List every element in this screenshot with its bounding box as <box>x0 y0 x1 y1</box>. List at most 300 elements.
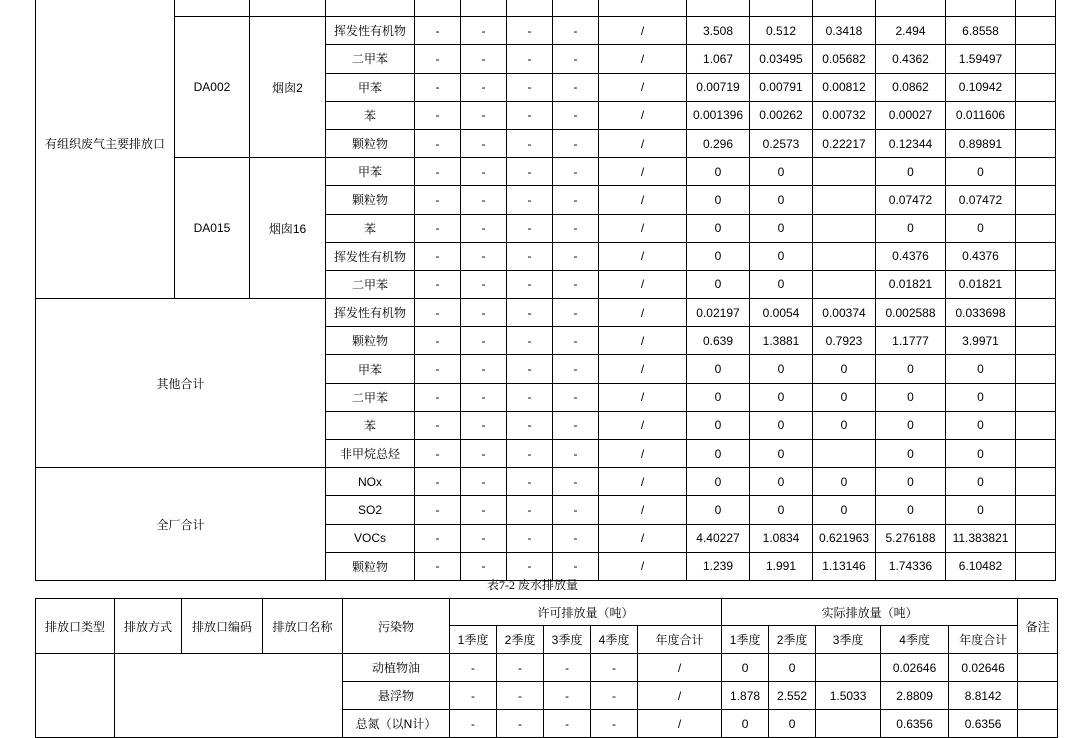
actual-cell: 0 <box>876 158 946 186</box>
pollutant-cell: 颗粒物 <box>326 552 415 580</box>
actual-cell: 0 <box>750 383 813 411</box>
remark-cell <box>1016 73 1056 101</box>
permit-cell: - <box>461 552 507 580</box>
actual-cell: 6.8558 <box>946 17 1016 45</box>
remark-cell <box>1016 270 1056 298</box>
actual-cell: 0 <box>687 355 750 383</box>
actual-cell: 0.3418 <box>813 17 876 45</box>
header-actual-annual: 年度合计 <box>949 626 1018 654</box>
permit-cell: - <box>553 101 599 129</box>
actual-cell: 0.22217 <box>813 129 876 157</box>
permit-cell: - <box>507 411 553 439</box>
actual-cell: 0.12344 <box>876 129 946 157</box>
permit-cell: - <box>507 17 553 45</box>
permit-cell: / <box>599 214 687 242</box>
remark-cell <box>1016 299 1056 327</box>
actual-cell: 0.4376 <box>876 242 946 270</box>
method-cell <box>115 654 343 738</box>
actual-cell: 0 <box>750 214 813 242</box>
actual-cell: 1.13146 <box>813 552 876 580</box>
permit-cell: - <box>507 496 553 524</box>
permit-cell: - <box>553 214 599 242</box>
permit-cell: / <box>599 242 687 270</box>
actual-cell: 3.508 <box>687 17 750 45</box>
permit-cell: / <box>599 129 687 157</box>
permit-cell: - <box>461 327 507 355</box>
table-row <box>36 17 1056 45</box>
permit-cell: - <box>553 270 599 298</box>
actual-cell: 0.01821 <box>946 270 1016 298</box>
permit-cell: - <box>461 214 507 242</box>
actual-cell <box>813 186 876 214</box>
actual-cell: 0.001396 <box>687 101 750 129</box>
actual-cell: 0 <box>750 411 813 439</box>
actual-cell: 0.6356 <box>881 710 949 738</box>
actual-cell: 1.0834 <box>750 524 813 552</box>
permit-cell: - <box>461 101 507 129</box>
permit-cell: / <box>599 496 687 524</box>
permit-cell: - <box>507 552 553 580</box>
header-actual-group: 实际排放量（吨） <box>722 599 1018 626</box>
actual-cell: 6.10482 <box>946 552 1016 580</box>
actual-cell: 0 <box>876 411 946 439</box>
actual-cell: 0 <box>750 186 813 214</box>
permit-cell: - <box>415 101 461 129</box>
permit-cell: - <box>553 355 599 383</box>
remark-cell <box>1018 710 1058 738</box>
actual-cell: 0 <box>750 468 813 496</box>
permit-cell: - <box>461 496 507 524</box>
actual-cell: 0 <box>722 710 769 738</box>
actual-cell: 0.10942 <box>946 73 1016 101</box>
permit-cell: - <box>497 682 544 710</box>
actual-cell: 0 <box>687 186 750 214</box>
actual-cell: 0.00262 <box>750 101 813 129</box>
permit-cell: / <box>599 411 687 439</box>
actual-cell: 0 <box>750 496 813 524</box>
permit-cell: - <box>553 411 599 439</box>
actual-cell: 0 <box>813 411 876 439</box>
remark-cell <box>1016 355 1056 383</box>
permit-cell: - <box>553 327 599 355</box>
pollutant-cell: 动植物油 <box>343 654 450 682</box>
actual-cell: 0 <box>946 355 1016 383</box>
actual-cell: 1.59497 <box>946 45 1016 73</box>
permit-cell: / <box>599 158 687 186</box>
pollutant-cell: 悬浮物 <box>343 682 450 710</box>
remark-cell <box>1018 682 1058 710</box>
permit-cell: - <box>507 129 553 157</box>
header-permit-q1: 1季度 <box>450 626 497 654</box>
permit-cell: - <box>450 682 497 710</box>
actual-cell: 11.383821 <box>946 524 1016 552</box>
actual-cell: 0 <box>876 214 946 242</box>
pollutant-cell: 苯 <box>326 101 415 129</box>
actual-cell: 0.00719 <box>687 73 750 101</box>
permit-cell: - <box>507 299 553 327</box>
permit-cell: - <box>553 496 599 524</box>
remark-cell <box>1016 524 1056 552</box>
header-permit-group: 许可排放量（吨） <box>450 599 722 626</box>
header-remark: 备注 <box>1018 599 1058 654</box>
permit-cell: - <box>461 45 507 73</box>
permit-cell: - <box>461 186 507 214</box>
remark-cell <box>1016 440 1056 468</box>
actual-cell: 8.8142 <box>949 682 1018 710</box>
permit-cell: - <box>415 383 461 411</box>
permit-cell: - <box>553 129 599 157</box>
actual-cell: 0.0862 <box>876 73 946 101</box>
permit-cell <box>599 0 687 17</box>
header-outlet-type: 排放口类型 <box>36 599 115 654</box>
permit-cell: - <box>507 440 553 468</box>
actual-cell: 0 <box>946 158 1016 186</box>
permit-cell: - <box>507 355 553 383</box>
permit-cell: - <box>591 710 638 738</box>
header-pollutant: 污染物 <box>343 599 450 654</box>
pollutant-cell: 挥发性有机物 <box>326 17 415 45</box>
actual-cell: 0.02646 <box>949 654 1018 682</box>
actual-cell: 0.05682 <box>813 45 876 73</box>
outlet-name-cell: 烟囱16 <box>250 158 326 299</box>
actual-cell: 0.7923 <box>813 327 876 355</box>
permit-cell: - <box>415 524 461 552</box>
actual-cell <box>946 0 1016 17</box>
actual-cell: 0 <box>687 468 750 496</box>
actual-cell: 0 <box>722 654 769 682</box>
pollutant-cell: 甲苯 <box>326 73 415 101</box>
remark-cell <box>1016 129 1056 157</box>
permit-cell: / <box>638 654 722 682</box>
actual-cell: 1.1777 <box>876 327 946 355</box>
wastewater-emission-table <box>35 598 1058 738</box>
actual-cell: 0 <box>813 496 876 524</box>
actual-cell: 1.74336 <box>876 552 946 580</box>
permit-cell: - <box>461 524 507 552</box>
actual-cell: 0 <box>687 214 750 242</box>
header-permit-q3: 3季度 <box>544 626 591 654</box>
actual-cell: 0.4376 <box>946 242 1016 270</box>
actual-cell: 1.878 <box>722 682 769 710</box>
actual-cell: 0.00812 <box>813 73 876 101</box>
remark-cell <box>1016 186 1056 214</box>
outlet-name-cell <box>250 0 326 17</box>
pollutant-cell: 二甲苯 <box>326 45 415 73</box>
permit-cell: - <box>461 158 507 186</box>
actual-cell: 0.4362 <box>876 45 946 73</box>
pollutant-cell: 颗粒物 <box>326 186 415 214</box>
actual-cell: 0.0054 <box>750 299 813 327</box>
permit-cell: - <box>507 270 553 298</box>
permit-cell: - <box>415 496 461 524</box>
outlet-name-cell: 烟囱2 <box>250 17 326 158</box>
outlet-code-cell: DA002 <box>175 17 250 158</box>
actual-cell: 0.639 <box>687 327 750 355</box>
permit-cell: / <box>599 327 687 355</box>
permit-cell: - <box>497 654 544 682</box>
actual-cell: 0.02197 <box>687 299 750 327</box>
pollutant-cell: 颗粒物 <box>326 129 415 157</box>
permit-cell: / <box>599 186 687 214</box>
actual-cell <box>750 0 813 17</box>
actual-cell: 0 <box>946 440 1016 468</box>
permit-cell: / <box>638 710 722 738</box>
permit-cell: - <box>415 440 461 468</box>
pollutant-cell: 甲苯 <box>326 355 415 383</box>
actual-cell: 0 <box>876 355 946 383</box>
actual-cell: 0 <box>876 468 946 496</box>
actual-cell <box>813 440 876 468</box>
actual-cell: 0 <box>687 242 750 270</box>
actual-cell: 0.07472 <box>876 186 946 214</box>
permit-cell: - <box>461 73 507 101</box>
actual-cell: 0 <box>946 496 1016 524</box>
permit-cell: - <box>553 440 599 468</box>
remark-cell <box>1016 411 1056 439</box>
actual-cell: 0 <box>750 355 813 383</box>
actual-cell: 0 <box>813 468 876 496</box>
pollutant-cell: 挥发性有机物 <box>326 242 415 270</box>
permit-cell: - <box>415 186 461 214</box>
permit-cell: - <box>553 383 599 411</box>
permit-cell: - <box>507 468 553 496</box>
pollutant-cell: 苯 <box>326 411 415 439</box>
header-actual-q4: 4季度 <box>881 626 949 654</box>
actual-cell: 4.40227 <box>687 524 750 552</box>
actual-cell <box>813 0 876 17</box>
actual-cell: 0.011606 <box>946 101 1016 129</box>
permit-cell: - <box>553 552 599 580</box>
permit-cell: - <box>415 129 461 157</box>
permit-cell: - <box>461 355 507 383</box>
actual-cell: 0 <box>946 383 1016 411</box>
permit-cell: / <box>599 299 687 327</box>
remark-cell <box>1016 468 1056 496</box>
permit-cell: - <box>553 242 599 270</box>
header-actual-q1: 1季度 <box>722 626 769 654</box>
header-actual-q3: 3季度 <box>816 626 881 654</box>
pollutant-cell: 总氮（以N计） <box>343 710 450 738</box>
pollutant-cell: SO2 <box>326 496 415 524</box>
actual-cell <box>816 710 881 738</box>
permit-cell: / <box>599 440 687 468</box>
permit-cell: / <box>599 355 687 383</box>
header-permit-q4: 4季度 <box>591 626 638 654</box>
permit-cell: - <box>461 411 507 439</box>
permit-cell: - <box>553 186 599 214</box>
actual-cell <box>813 158 876 186</box>
actual-cell: 1.239 <box>687 552 750 580</box>
actual-cell: 0 <box>813 383 876 411</box>
remark-cell <box>1016 0 1056 17</box>
permit-cell: - <box>461 129 507 157</box>
actual-cell: 0 <box>769 654 816 682</box>
actual-cell: 0.03495 <box>750 45 813 73</box>
permit-cell: - <box>415 355 461 383</box>
actual-cell: 0 <box>750 158 813 186</box>
air-emission-table <box>35 0 1056 581</box>
permit-cell: - <box>415 214 461 242</box>
permit-cell: - <box>553 73 599 101</box>
permit-cell: - <box>415 411 461 439</box>
remark-cell <box>1016 17 1056 45</box>
table-row <box>36 299 1056 327</box>
actual-cell: 1.3881 <box>750 327 813 355</box>
permit-cell: / <box>638 682 722 710</box>
actual-cell: 0.6356 <box>949 710 1018 738</box>
permit-cell: / <box>599 17 687 45</box>
actual-cell: 0.296 <box>687 129 750 157</box>
actual-cell: 0 <box>876 496 946 524</box>
actual-cell: 0 <box>687 158 750 186</box>
permit-cell: - <box>461 440 507 468</box>
permit-cell: - <box>415 299 461 327</box>
permit-cell: - <box>507 73 553 101</box>
remark-cell <box>1016 214 1056 242</box>
table-row <box>36 158 1056 186</box>
table-row <box>36 468 1056 496</box>
permit-cell: / <box>599 73 687 101</box>
actual-cell: 0 <box>687 411 750 439</box>
actual-cell: 1.991 <box>750 552 813 580</box>
pollutant-cell: NOx <box>326 468 415 496</box>
actual-cell: 0 <box>687 440 750 468</box>
actual-cell: 0.512 <box>750 17 813 45</box>
actual-cell: 0 <box>750 242 813 270</box>
permit-cell: - <box>544 654 591 682</box>
permit-cell: - <box>450 654 497 682</box>
permit-cell: - <box>507 45 553 73</box>
actual-cell: 0 <box>687 383 750 411</box>
actual-cell: 0 <box>750 270 813 298</box>
actual-cell: 0.2573 <box>750 129 813 157</box>
table-caption: 表7-2 废水排放量 <box>487 578 578 592</box>
outlet-type-cell: 有组织废气主要排放口 <box>36 0 175 299</box>
header-permit-q2: 2季度 <box>497 626 544 654</box>
table-row <box>36 0 1056 17</box>
pollutant-cell: 苯 <box>326 214 415 242</box>
permit-cell: - <box>553 468 599 496</box>
permit-cell: - <box>507 214 553 242</box>
permit-cell: - <box>507 383 553 411</box>
actual-cell: 0.621963 <box>813 524 876 552</box>
actual-cell <box>876 0 946 17</box>
permit-cell: - <box>450 710 497 738</box>
header-outlet-name: 排放口名称 <box>263 599 343 654</box>
permit-cell: / <box>599 101 687 129</box>
permit-cell: - <box>461 17 507 45</box>
actual-cell: 0 <box>687 270 750 298</box>
actual-cell: 0 <box>750 440 813 468</box>
permit-cell: - <box>461 468 507 496</box>
permit-cell <box>553 0 599 17</box>
outlet-code-cell: DA015 <box>175 158 250 299</box>
permit-cell: / <box>599 468 687 496</box>
permit-cell: - <box>544 682 591 710</box>
permit-cell: - <box>544 710 591 738</box>
permit-cell: - <box>507 327 553 355</box>
actual-cell: 0.00374 <box>813 299 876 327</box>
header-method: 排放方式 <box>115 599 182 654</box>
permit-cell: / <box>599 524 687 552</box>
actual-cell: 3.9971 <box>946 327 1016 355</box>
actual-cell: 0.07472 <box>946 186 1016 214</box>
actual-cell: 0 <box>876 383 946 411</box>
pollutant-cell <box>326 0 415 17</box>
pollutant-cell: 非甲烷总烃 <box>326 440 415 468</box>
actual-cell: 2.494 <box>876 17 946 45</box>
permit-cell: - <box>507 158 553 186</box>
actual-cell: 0 <box>946 411 1016 439</box>
pollutant-cell: 甲苯 <box>326 158 415 186</box>
permit-cell: - <box>497 710 544 738</box>
permit-cell: - <box>507 242 553 270</box>
actual-cell <box>687 0 750 17</box>
remark-cell <box>1016 327 1056 355</box>
permit-cell: - <box>461 299 507 327</box>
actual-cell: 0 <box>769 710 816 738</box>
actual-cell: 0.01821 <box>876 270 946 298</box>
permit-cell: - <box>553 45 599 73</box>
actual-cell: 1.067 <box>687 45 750 73</box>
actual-cell: 0.033698 <box>946 299 1016 327</box>
header-outlet-code: 排放口编码 <box>182 599 263 654</box>
actual-cell: 0.002588 <box>876 299 946 327</box>
actual-cell: 0 <box>876 440 946 468</box>
permit-cell <box>507 0 553 17</box>
pollutant-cell: VOCs <box>326 524 415 552</box>
permit-cell <box>461 0 507 17</box>
permit-cell: - <box>461 383 507 411</box>
actual-cell: 0 <box>946 214 1016 242</box>
permit-cell: / <box>599 552 687 580</box>
permit-cell: - <box>553 299 599 327</box>
actual-cell: 2.8809 <box>881 682 949 710</box>
actual-cell: 0 <box>946 468 1016 496</box>
permit-cell: / <box>599 45 687 73</box>
pollutant-cell: 二甲苯 <box>326 383 415 411</box>
total-label-cell: 全厂合计 <box>36 468 326 581</box>
actual-cell: 0.00732 <box>813 101 876 129</box>
permit-cell: - <box>591 654 638 682</box>
permit-cell: - <box>461 270 507 298</box>
permit-cell: - <box>415 242 461 270</box>
permit-cell: - <box>415 552 461 580</box>
actual-cell <box>816 654 881 682</box>
permit-cell: - <box>415 158 461 186</box>
permit-cell: - <box>415 468 461 496</box>
remark-cell <box>1018 654 1058 682</box>
pollutant-cell: 二甲苯 <box>326 270 415 298</box>
permit-cell: - <box>415 73 461 101</box>
actual-cell: 0.00027 <box>876 101 946 129</box>
actual-cell: 0.89891 <box>946 129 1016 157</box>
permit-cell: / <box>599 383 687 411</box>
header-actual-q2: 2季度 <box>769 626 816 654</box>
permit-cell: - <box>415 17 461 45</box>
actual-cell <box>813 242 876 270</box>
outlet-type-cell <box>36 654 115 738</box>
remark-cell <box>1016 45 1056 73</box>
remark-cell <box>1016 383 1056 411</box>
permit-cell: - <box>415 45 461 73</box>
outlet-code-cell <box>175 0 250 17</box>
actual-cell: 0.02646 <box>881 654 949 682</box>
actual-cell: 1.5033 <box>816 682 881 710</box>
actual-cell <box>813 214 876 242</box>
table-row <box>36 654 1058 682</box>
permit-cell: - <box>591 682 638 710</box>
